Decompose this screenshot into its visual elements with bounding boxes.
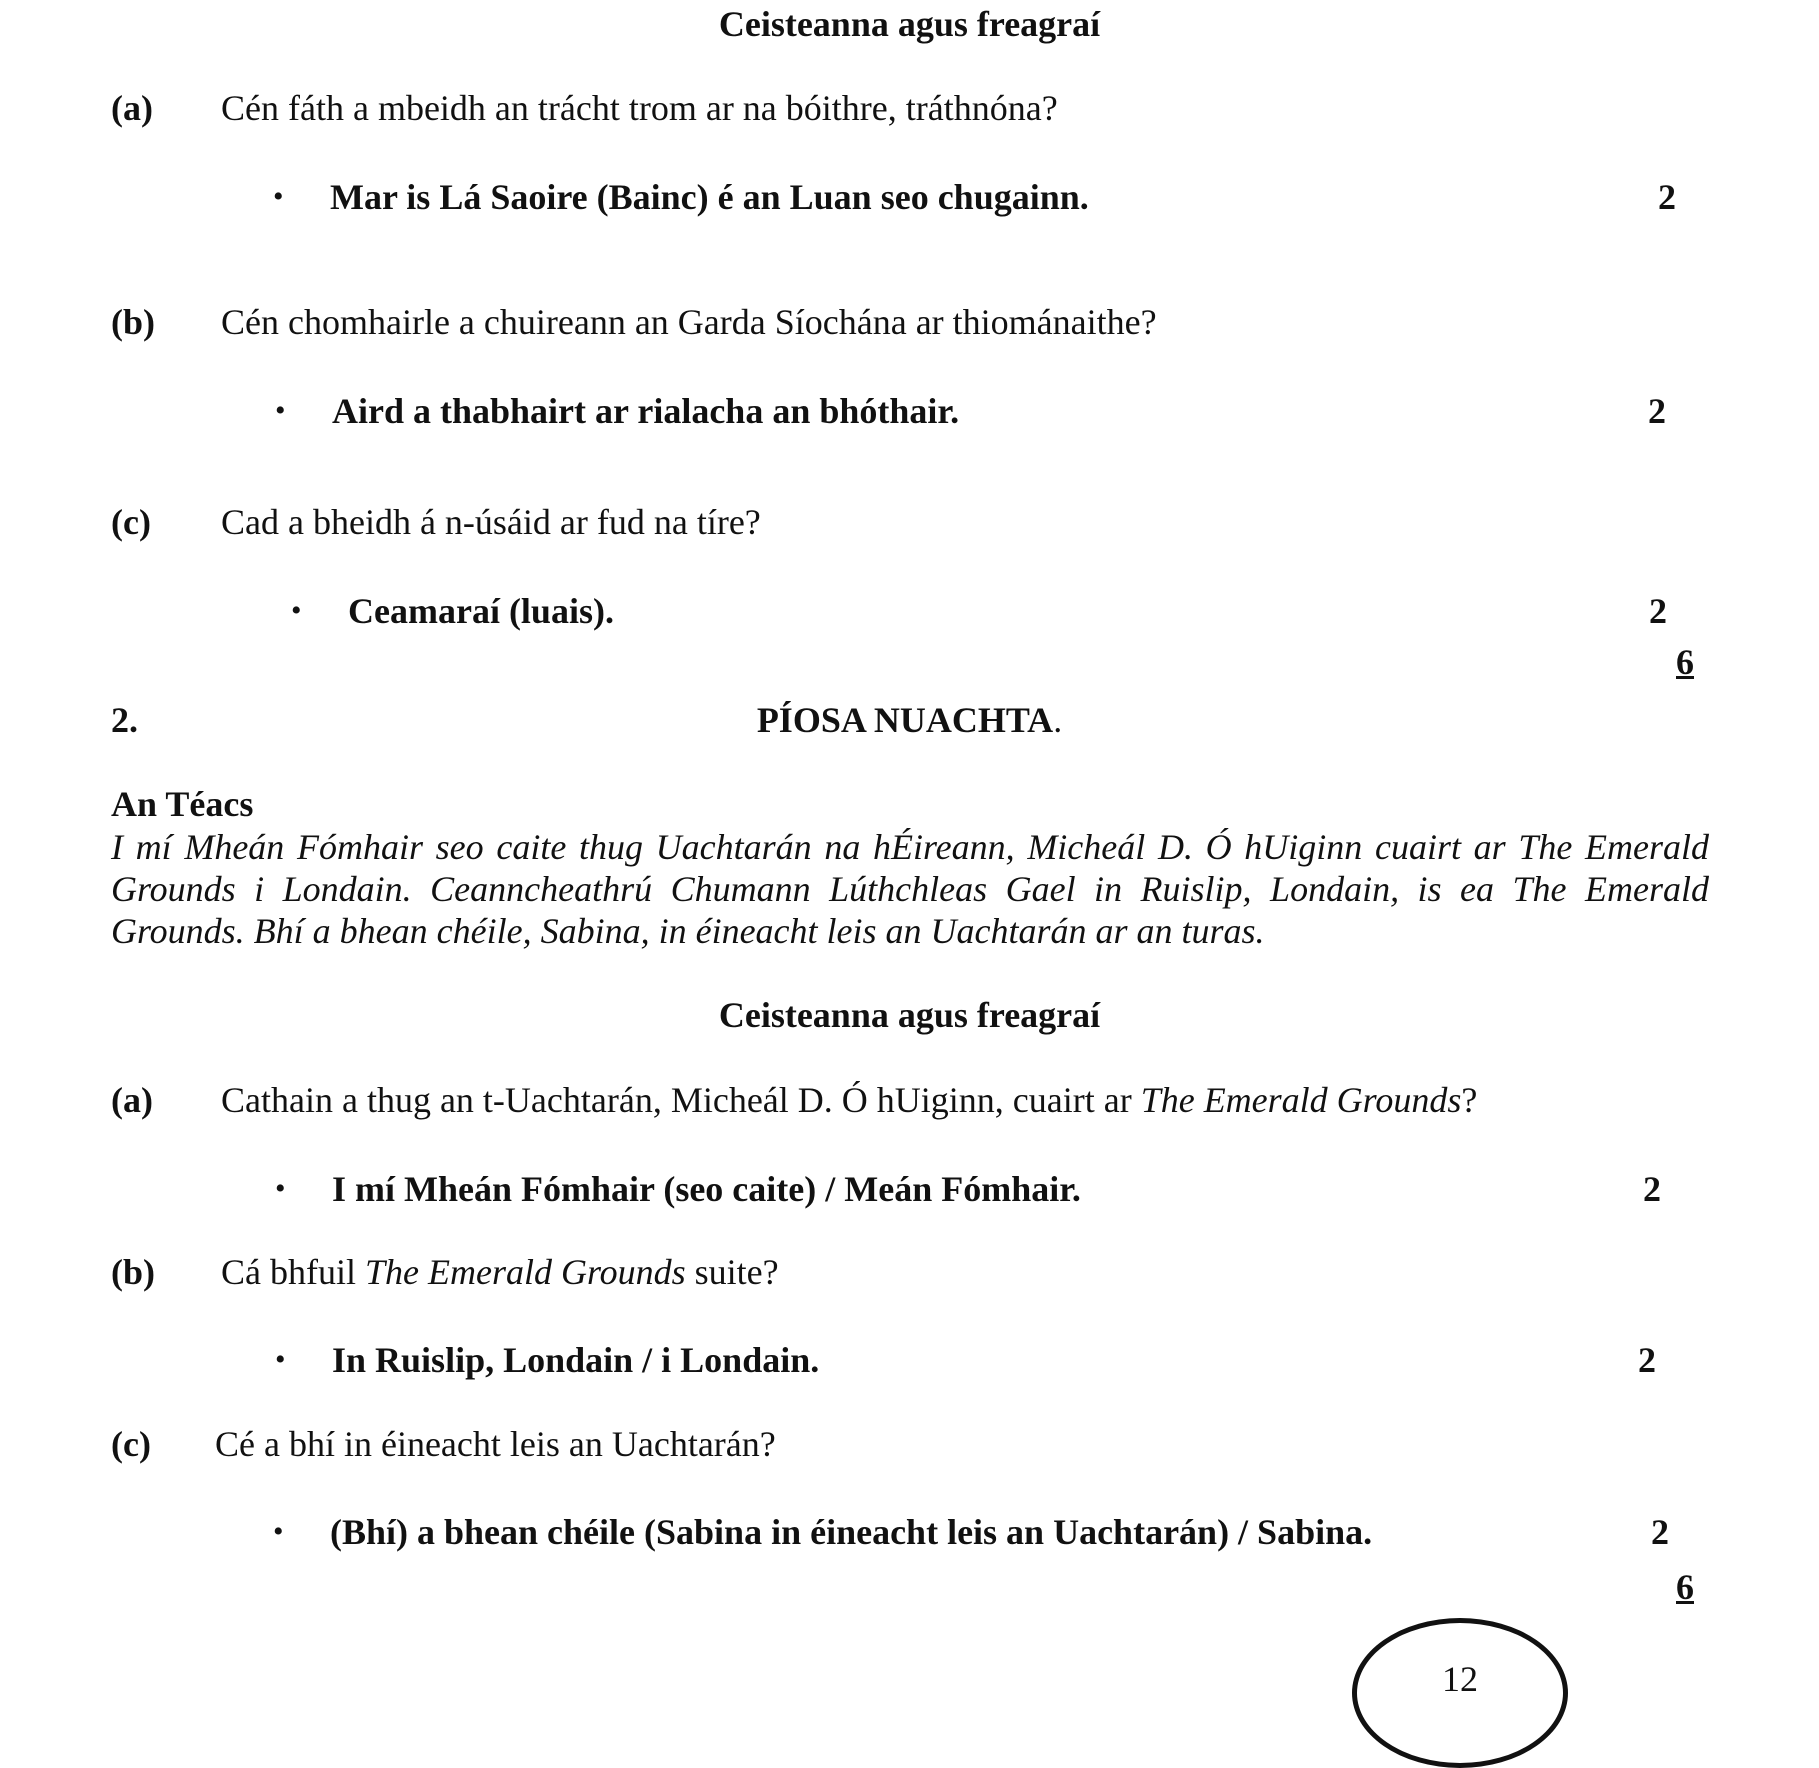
answer-bullet-a: • [273, 180, 284, 213]
answer-text-2c: (Bhí) a bhean chéile (Sabina in éineacht leis an Uachtarán) / Sabina. [330, 1512, 1373, 1552]
mark-c: 2 [1649, 591, 1667, 631]
question-label-b: (b) [111, 302, 155, 342]
answer-bullet-2b: • [275, 1343, 286, 1376]
question-label-2b: (b) [111, 1252, 155, 1292]
answer-bullet-b: • [275, 394, 286, 427]
section-heading-questions-answers-2: Ceisteanna agus freagraí [718, 995, 1101, 1035]
answer-text-c: Ceamaraí (luais). [348, 591, 614, 631]
section-total-2: 6 [1676, 1567, 1694, 1607]
mark-2c: 2 [1651, 1512, 1669, 1552]
question-text-2a [221, 1078, 1477, 1122]
question-text-2b [221, 1250, 779, 1294]
section-title-text: PÍOSA NUACHTA [756, 700, 1054, 740]
question-text-2a-title: The Emerald Grounds [1140, 1080, 1462, 1120]
section-total: 6 [1676, 642, 1694, 682]
answer-bullet-2c: • [273, 1515, 284, 1548]
mark-2a: 2 [1643, 1169, 1661, 1209]
question-text-c: Cad a bheidh á n-úsáid ar fud na tíre? [221, 502, 761, 542]
section-heading-questions-answers: Ceisteanna agus freagraí [718, 4, 1101, 44]
question-text-2b-start: Cá bhfuil [221, 1252, 365, 1292]
answer-bullet-c: • [291, 594, 302, 627]
question-text-b: Cén chomhairle a chuireann an Garda Síochána ar thiománaithe? [221, 302, 1157, 342]
question-label-a: (a) [111, 88, 153, 128]
question-text-2b-title: The Emerald Grounds [364, 1252, 686, 1292]
mark-a: 2 [1658, 177, 1676, 217]
answer-text-a: Mar is Lá Saoire (Bainc) é an Luan seo chugainn. [330, 177, 1089, 217]
question-text-2a-start: Cathain a thug an t-Uachtarán, Micheál D. Ó hUiginn, cuairt ar [221, 1080, 1141, 1120]
mark-b: 2 [1648, 391, 1666, 431]
answer-text-b: Aird a thabhairt ar rialacha an bhóthair. [332, 391, 960, 431]
mark-2b: 2 [1638, 1340, 1656, 1380]
page-number: 12 [1442, 1659, 1478, 1699]
section-title [0, 698, 1819, 742]
section-title-period: . [1053, 700, 1063, 740]
answer-text-2b: In Ruislip, Londain / i Londain. [332, 1340, 820, 1380]
question-text-2a-end: ? [1461, 1080, 1478, 1120]
question-text-2c: Cé a bhí in éineacht leis an Uachtarán? [215, 1424, 776, 1464]
question-label-2c: (c) [111, 1424, 151, 1464]
text-passage: I mí Mheán Fómhair seo caite thug Uachtarán na hÉireann, Micheál D. Ó hUiginn cuairt ar The Emerald Grounds i Londain. Ceanncheathrú Chumann Lúthchleas Gael in Ruislip, Londain, is ea The Emerald Grounds. Bhí a bhean chéile, Sabina, in éineacht leis an Uachtarán ar an turas. [111, 827, 1709, 951]
section-number: 2. [111, 700, 138, 740]
question-label-c: (c) [111, 502, 151, 542]
question-text-2b-end: suite? [685, 1252, 779, 1292]
question-text-a: Cén fáth a mbeidh an trácht trom ar na bóithre, tráthnóna? [221, 88, 1058, 128]
text-heading: An Téacs [111, 784, 254, 824]
answer-bullet-2a: • [275, 1172, 286, 1205]
answer-text-2a: I mí Mheán Fómhair (seo caite) / Meán Fómhair. [332, 1169, 1081, 1209]
question-label-2a: (a) [111, 1080, 153, 1120]
